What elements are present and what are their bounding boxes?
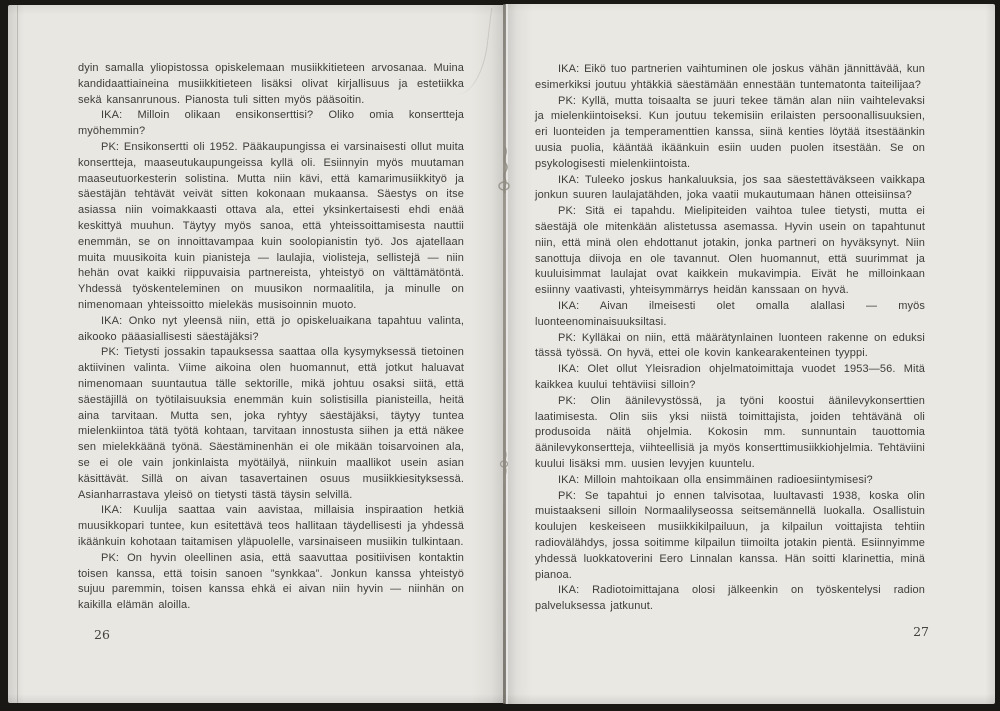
paragraph: PK: Kylläkai on niin, että määrätynlainen luonteen rakenne on eduksi tässä työssä. On hyvä, ettei ole kovin kankearakenteinen tyyppi. xyxy=(535,331,925,360)
page-number: 26 xyxy=(94,627,110,642)
paragraph: IKA: Kuulija saattaa vain aavistaa, millaisia inspiraation hetkiä muusikkopari tuntee, kun esitettävä teos hallitaan täydellisesti ja yhdessä ikäänkuin kohotaan taitamisen yläpuolelle, varsinaiseen musiikin tulkintaan. xyxy=(78,504,464,548)
left-page xyxy=(8,5,505,703)
paragraph: IKA: Olet ollut Yleisradion ohjelmatoimittaja vuodet 1953—56. Mitä kaikkea kuului tehtäviisi silloin? xyxy=(535,363,925,391)
paragraph: PK: Kyllä, mutta toisaalta se juuri tekee tämän alan niin vaihtelevaksi ja mielenkiintoiseksi. Kun joutuu tekemisiin erilaisten persoonallisuuksien, eri luonteiden ja temperamenttien kanssa, siinä kenties löytää itsestäänkin uusia puolia, kääntää ikäänkuin esiin uuden puolen itsestään. Se on psykologisesti mielenkiintoista. xyxy=(535,94,925,170)
paragraph: PK: Olin äänilevystössä, ja työni koostui äänilevykonserttien laatimisesta. Olin siis yksi niistä toimittajista, joiden tehtävänä oli produsoida näitä ohjelmia. Kokosin mm. sunnuntain tauottomia äänilevykonsertteja, viihteellisiä ja myös konserttimusiikkiohjelmia. Tehtäviini kuului lisäksi mm. uusien levyjen kuuntelu. xyxy=(535,394,925,470)
paragraph: PK: On hyvin oleellinen asia, että saavuttaa positiivisen kontaktin toisen kanssa, että toisin sanoen ”synkkaa”. Jonkun kanssa yhteistyö sujuu paremmin, toisen kanssa ehkä ei aivan niin hyvin — niinhän on kaikilla elämän aloilla. xyxy=(78,551,464,612)
binding-thread-bottom xyxy=(497,450,513,486)
paragraph: IKA: Onko nyt yleensä niin, että jo opiskeluaikana tapahtuu valinta, aikooko pääasiallisesti säestäjäksi? xyxy=(78,314,464,343)
right-page xyxy=(505,4,995,704)
paragraph: PK: Sitä ei tapahdu. Mielipiteiden vaihtoa tulee tietysti, mutta ei säestäjä ole mitenkään alistetussa asemassa. Hyvin usein on tapahtunut niin, että minä olen ehdottanut jotakin, jonka partneri on hyväksynyt. Niin sanottuja diivoja en ole tavannut. Olen huomannut, että suurimmat ja kuuluisimmat laulajat ovat kaikkein mukavimpia. Eivät he milloinkaan esiinny vaativasti, yhteisymmärrys heidän kanssaan on hyvä. xyxy=(535,205,925,297)
right-page-text-column xyxy=(535,62,925,615)
binding-thread-top xyxy=(496,146,514,198)
paragraph: IKA: Tuleeko joskus hankaluuksia, jos saa säestettäväkseen vaikkapa jonkun suuren laulajatähden, joka vaatii mukautumaan hänen otteisiinsa? xyxy=(535,173,925,202)
paragraph: IKA: Milloin olikaan ensikonserttisi? Oliko omia konsertteja myöhemmin? xyxy=(78,109,464,138)
left-page-text-column xyxy=(78,61,464,614)
paragraph: PK: Se tapahtui jo ennen talvisotaa, luultavasti 1938, koska olin muistaakseni silloin Normaalilyseossa seitsemännellä luokalla. Osallistuin koulujen keskeiseen musiikkikilpailuun, ja kilpailun voittajista tehtiin radiovälähdys, jossa soitimme kilpailun tiimoilta jotakin pientä. Esiinnyimme yhdessä luokkatoverini Eero Linnalan kanssa. Hän soitti klarinettia, minä pianoa. xyxy=(535,489,925,581)
paragraph: IKA: Milloin mahtoikaan olla ensimmäinen radioesiintymisesi? xyxy=(558,473,873,486)
paragraph: IKA: Radiotoimittajana olosi jälkeenkin on työskentelysi radion palveluksessa jatkunut. xyxy=(535,584,925,613)
paragraph: dyin samalla yliopistossa opiskelemaan musiikkitieteen arvosanaa. Muina kandidaattiaineina musiikkitieteen lisäksi olivat kirjallisuus ja estetiikka sekä kansanrunous. Pianosta tuli sitten myös pääsoitin. xyxy=(78,62,464,106)
paragraph: PK: Tietysti jossakin tapauksessa saattaa olla kysymyksessä tietoinen aktiivinen valinta. Viime aikoina olen huomannut, että jotkut haluavat nimenomaan suuntautua tälle sektorille, mikä johtuu osaksi siitä, että säestäjillä on työtilaisuuksia enemmän kuin solistisilla pianisteilla, heitä aina tarvitaan. Mutta sen, joka ryhtyy säestäjäksi, täytyy tuntea mielenkiintoa tätä työtä kohtaan, tarvitaan innostusta siihen ja että näkee sen mielekkäänä työnä. Säestäminenhän ei ole mikään toisarvoinen ala, se ei ole vain jonkinlaista myötäilyä, niinkuin maallikot usein asian käsittävät. Sillä on aivan tasavertainen osuus musiikkiesityksessä. Asianharrastava yleisö on tietysti tästä täysin selvillä. xyxy=(78,346,464,501)
paragraph: IKA: Eikö tuo partnerien vaihtuminen ole joskus vähän jännittävää, kun esimerkiksi joutuu yhtäkkiä säestämään ennestään tuntematonta taiteilijaa? xyxy=(535,63,925,91)
paragraph: IKA: Aivan ilmeisesti olet omalla alallasi — myös luonteenominaisuuksiltasi. xyxy=(535,299,925,328)
book-spine-seam xyxy=(503,4,506,704)
page-number: 27 xyxy=(913,624,929,639)
paragraph: PK: Ensikonsertti oli 1952. Pääkaupungissa ei varsinaisesti ollut muita konsertteja, maaseutukaupungeissa kyllä oli. Esiinnyin myös muutaman maaseutuorkesterin solistina. Mutta niin kävi, että kamarimusiikkityö ja säestäjän tehtävät veivät sitten kokonaan mukaansa. Säestys on itse asiassa niin voimakkaasti ottava ala, ettei yksinkertaisesti ehdi enää keskittyä muuhun. Täytyy myös sanoa, että yhteissoittamisesta nauttii enemmän, se on innoittavampaa kuin soolopianistin työ. Jos ajatellaan muita muusikoita kuin pianisteja — laulajia, violisteja, sellistejä — niin hehän ovat kaikki riippuvaisia partnereista, yhteistyö on välttämätöntä. Yhdessä työskenteleminen on muusikon normaalitila, ja minulle on nimenomaan yhteissoitto mielekäs musisoinnin muoto. xyxy=(78,140,464,311)
